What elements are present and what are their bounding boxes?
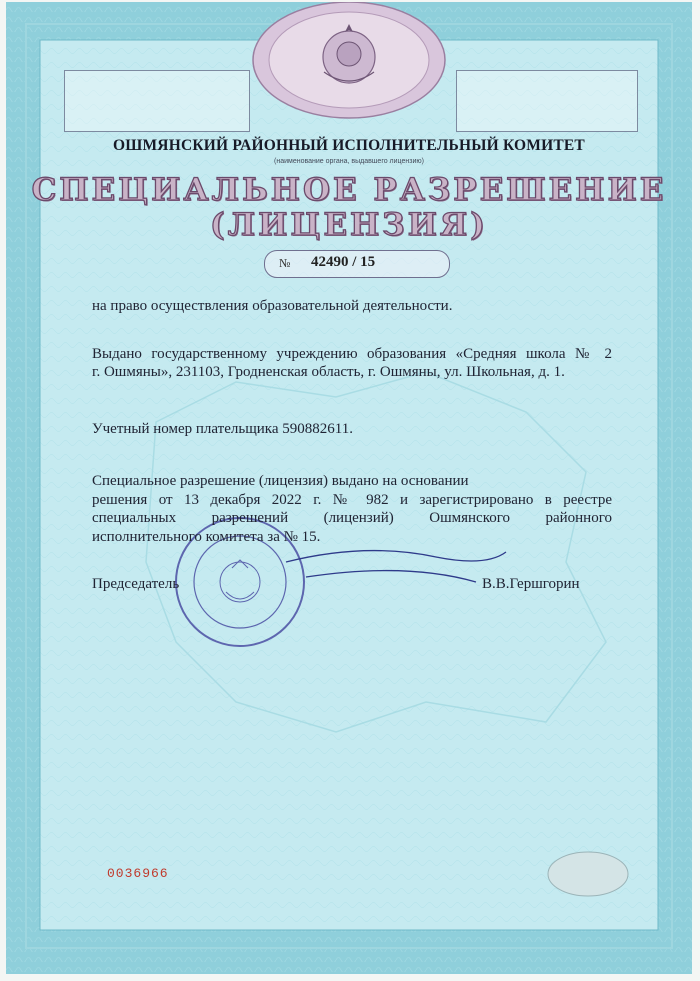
number-sign: № xyxy=(279,256,291,270)
license-number-box xyxy=(264,250,450,278)
issued-to-line-2: г. Ошмяны», 231103, Гродненская область, г. Ошмяны, ул. Школьная, д. 1. xyxy=(92,364,565,380)
license-purpose: на право осуществления образовательной деятельности. xyxy=(92,298,453,314)
issued-to-line-1: Выдано государственному учреждению образования «Средняя школа № 2 xyxy=(92,346,612,362)
blank-frame-right xyxy=(456,70,638,132)
basis-line-2: решения от 13 декабря 2022 г. № 982 и зарегистрировано в реестре xyxy=(92,492,612,508)
chairman-name: В.В.Гершгорин xyxy=(482,576,580,592)
document-title: СПЕЦИАЛЬНОЕ РАЗРЕШЕНИЕ xyxy=(31,172,667,208)
document-subtitle: (ЛИЦЕНЗИЯ) xyxy=(210,207,488,243)
license-sheet xyxy=(6,2,692,974)
hologram-oval xyxy=(548,852,628,896)
authority-caption: (наименование органа, выдавшего лицензию) xyxy=(274,158,424,165)
state-emblem-icon xyxy=(253,2,445,118)
license-number: 42490 / 15 xyxy=(311,254,376,270)
blank-frame-left xyxy=(64,70,250,132)
serial-number: 0036966 xyxy=(107,866,169,881)
chairman-label: Председатель xyxy=(92,576,180,592)
issuing-authority: ОШМЯНСКИЙ РАЙОННЫЙ ИСПОЛНИТЕЛЬНЫЙ КОМИТЕТ xyxy=(113,137,585,154)
basis-line-4: исполнительного комитета за № 15. xyxy=(92,529,321,545)
basis-line-3: специальных разрешений (лицензий) Ошмянского районного xyxy=(92,510,612,526)
basis-line-1: Специальное разрешение (лицензия) выдано на основании xyxy=(92,473,469,489)
payer-number: Учетный номер плательщика 590882611. xyxy=(92,421,353,437)
